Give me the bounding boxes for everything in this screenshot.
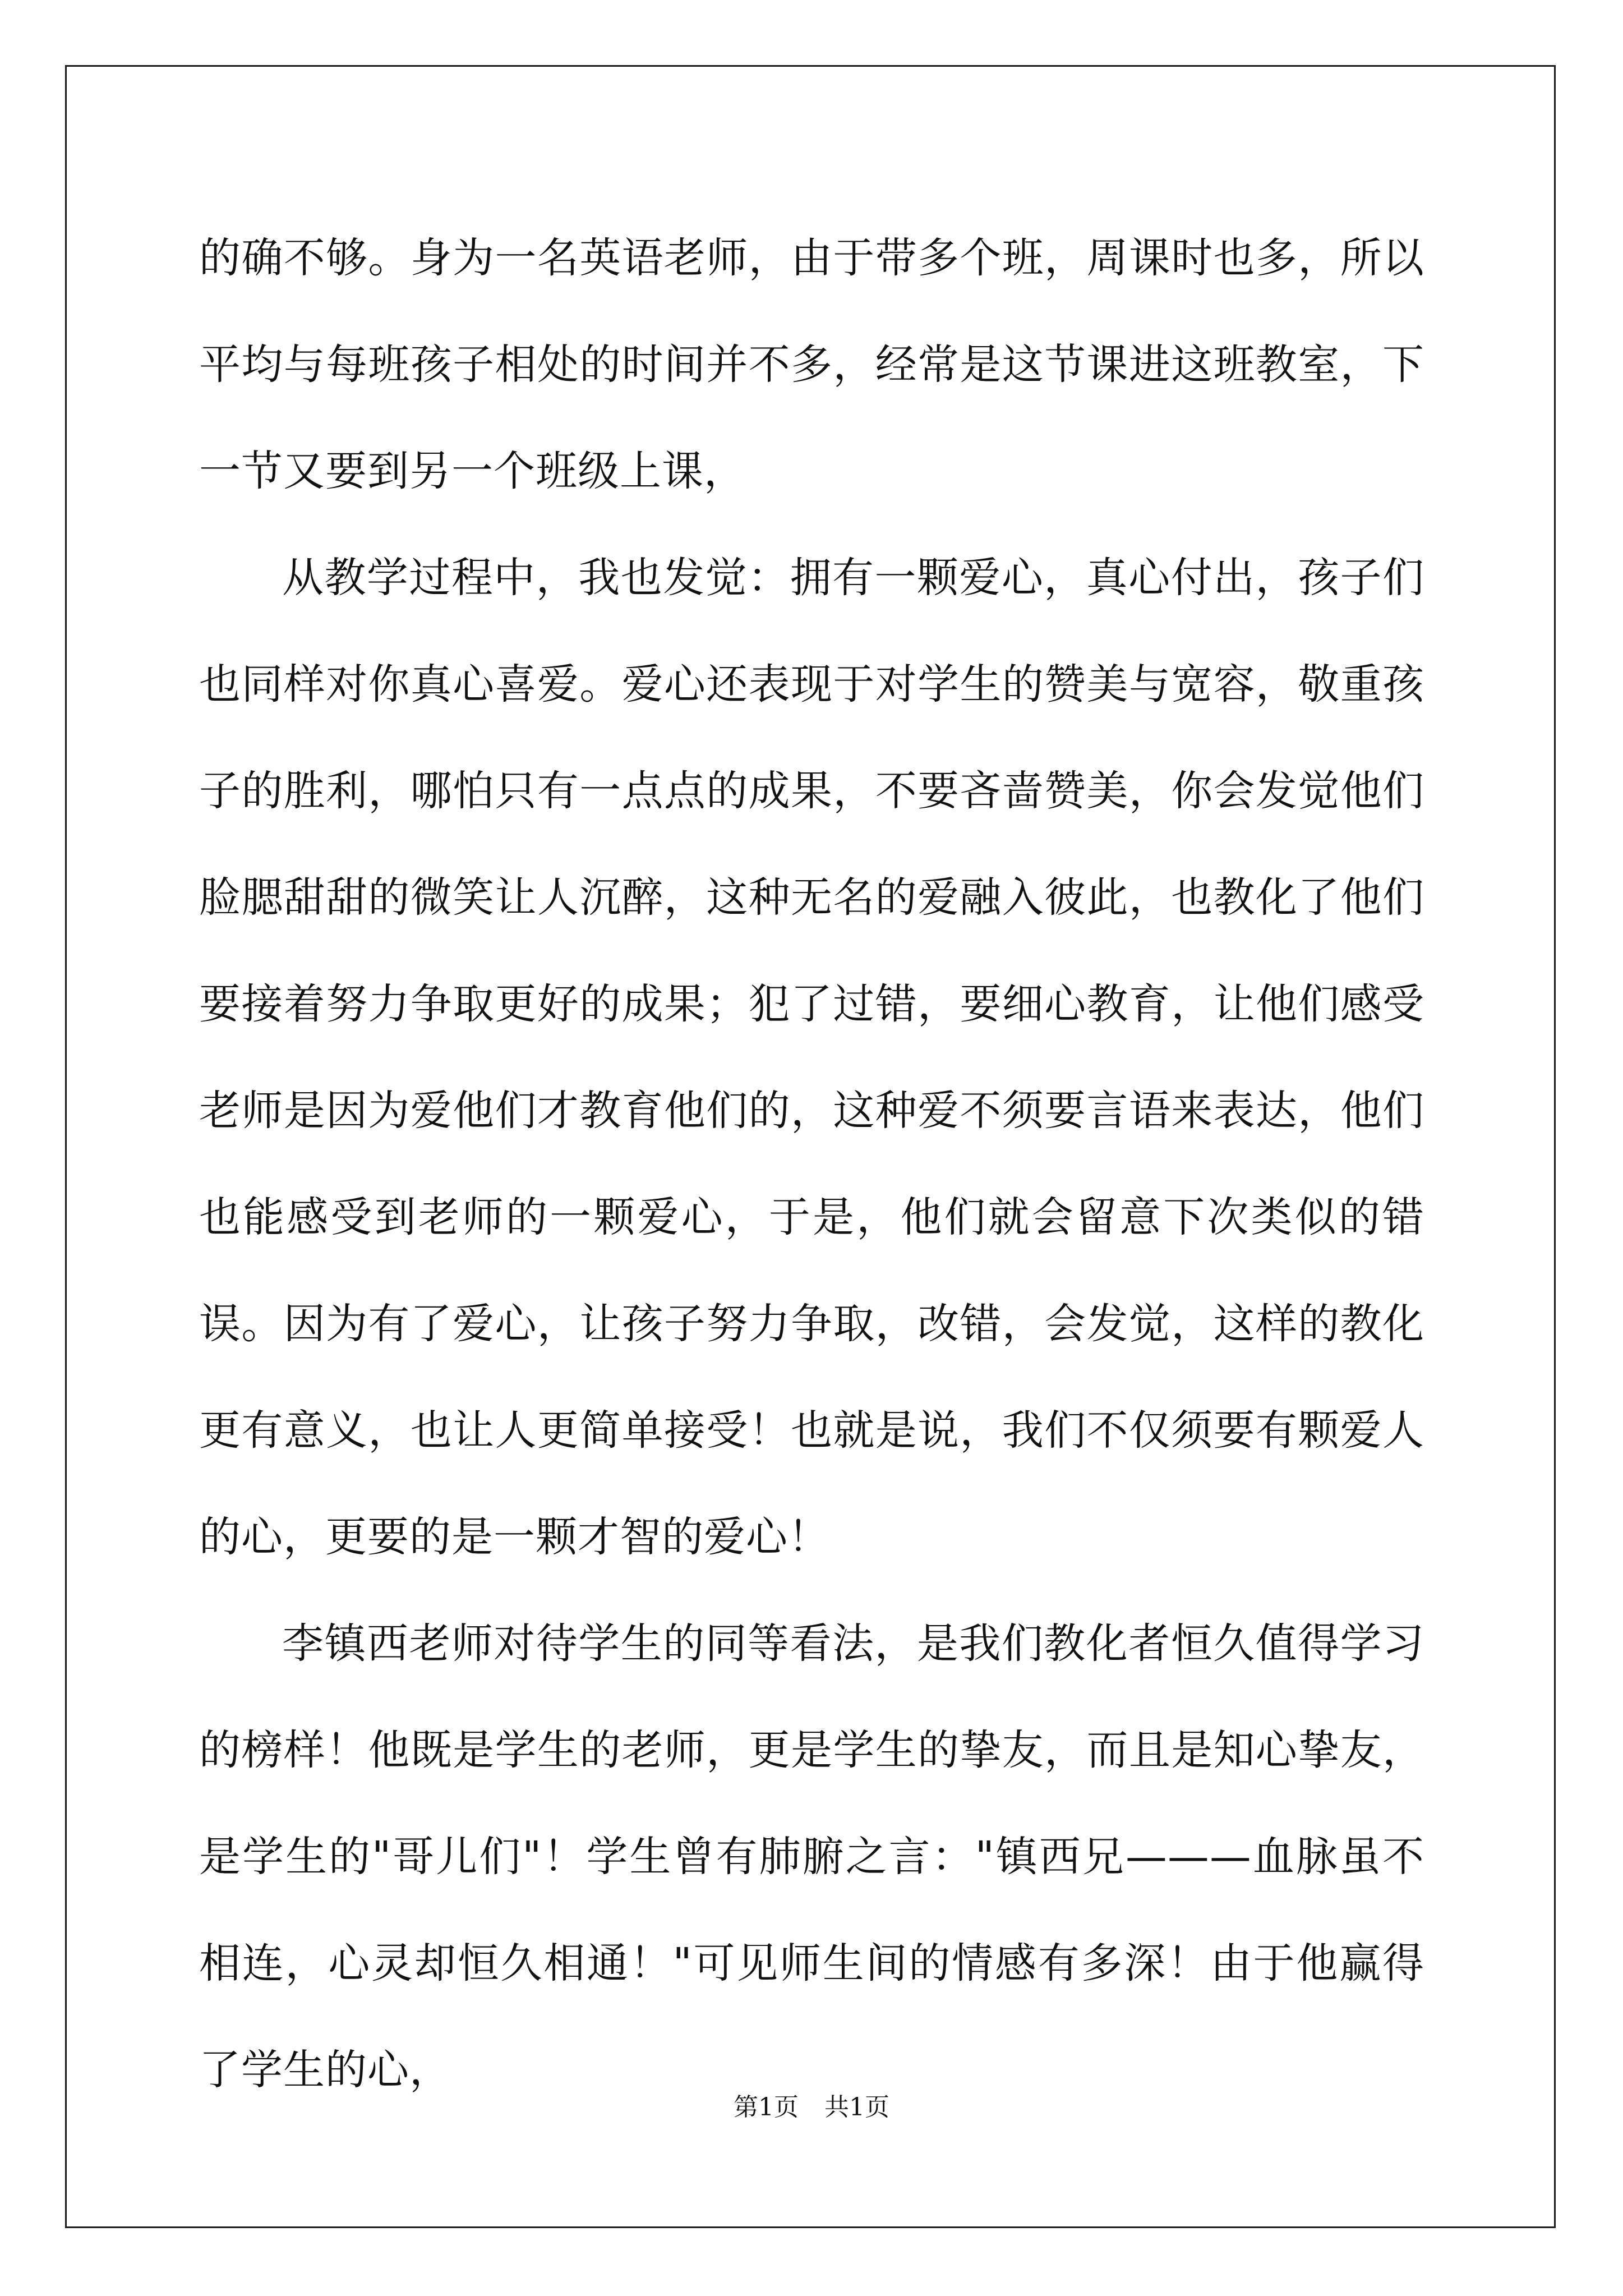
paragraph-3: 李镇西老师对待学生的同等看法，是我们教化者恒久值得学习的榜样！他既是学生的老师，更是学生的挚友，而且是知心挚友，是学生的"哥儿们"！学生曾有肺腑之言："镇西兄———血脉虽不相连，心灵却恒久相通！"可见师生间的情感有多深！由于他赢得了学生的心， <box>199 1619 1424 2094</box>
document-body <box>199 205 1424 2123</box>
paragraph-2: 从教学过程中，我也发觉：拥有一颗爱心，真心付出，孩子们也同样对你真心喜爱。爱心还表现于对学生的赞美与宽容，敬重孩子的胜利，哪怕只有一点点的成果，不要吝啬赞美，你会发觉他们脸腮甜甜的微笑让人沉醉，这种无名的爱融入彼此，也教化了他们要接着努力争取更好的成果；犯了过错，要细心教育，让他们感受老师是因为爱他们才教育他们的，这种爱不须要言语来表达，他们也能感受到老师的一颗爱心，于是，他们就会留意下次类似的错误。因为有了爱心，让孩子努力争取，改错，会发觉，这样的教化更有意义，也让人更简单接受！也就是说，我们不仅须要有颗爱人的心，更要的是一颗才智的爱心！ <box>199 554 1424 1561</box>
page-number-current: 第1页 <box>734 2093 799 2122</box>
paragraph-1: 的确不够。身为一名英语老师，由于带多个班，周课时也多，所以平均与每班孩子相处的时间并不多，经常是这节课进这班教室，下一节又要到另一个班级上课， <box>199 234 1424 495</box>
page-number-total: 共1页 <box>824 2093 889 2122</box>
page-footer <box>0 2087 1623 2123</box>
